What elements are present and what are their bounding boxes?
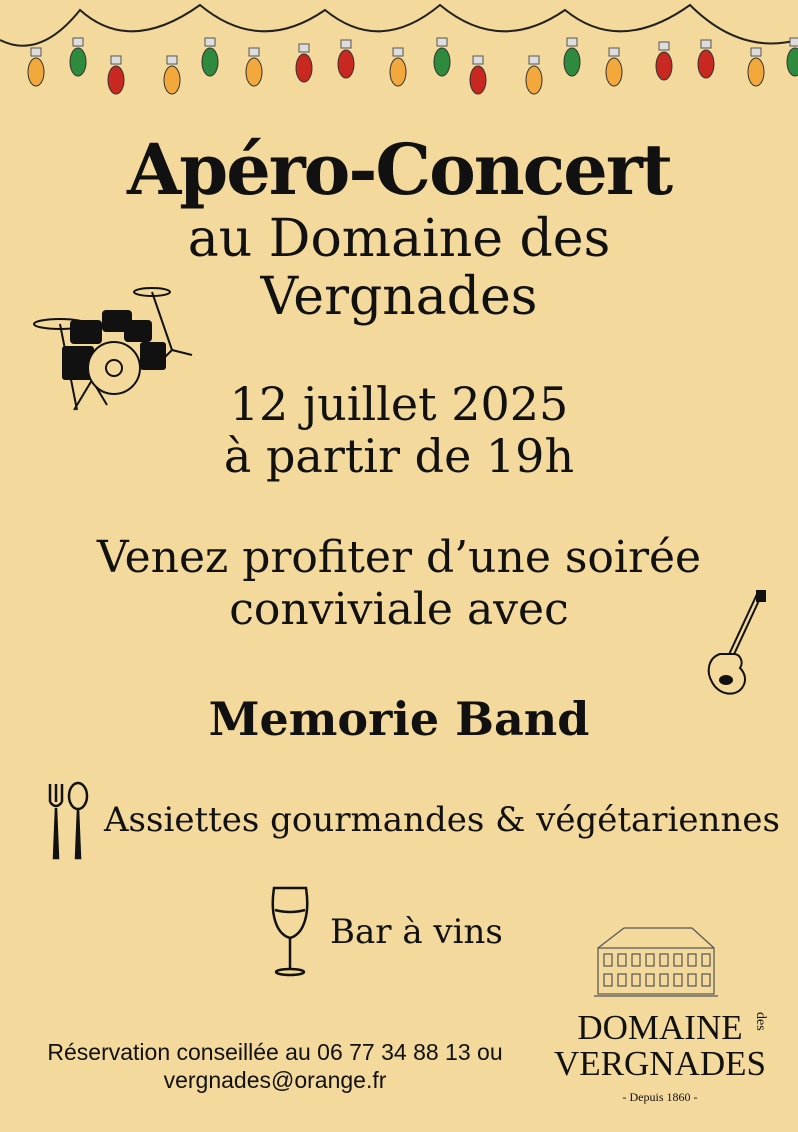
chateau-window xyxy=(604,974,612,986)
chateau-window xyxy=(688,974,696,986)
chateau-window xyxy=(674,954,682,966)
chateau-window xyxy=(618,974,626,986)
reservation-email: vergnades@orange.fr xyxy=(163,1067,387,1093)
wine-bar-offer: Bar à vins xyxy=(330,912,503,952)
chateau-window xyxy=(646,954,654,966)
chateau-window xyxy=(604,954,612,966)
light-bulb xyxy=(246,58,262,86)
chateau-window xyxy=(618,954,626,966)
chateau-window xyxy=(674,974,682,986)
invite-text xyxy=(0,532,798,636)
chateau-icon xyxy=(594,918,718,1000)
bulb-cap xyxy=(567,38,577,46)
band-name: Memorie Band xyxy=(208,692,590,746)
bulb-cap xyxy=(473,56,483,64)
bulb-cap xyxy=(31,48,41,56)
bulb-cap xyxy=(341,40,351,48)
event-date xyxy=(0,378,798,482)
logo-line-1: DOMAINE xyxy=(577,1008,743,1047)
light-bulb xyxy=(108,66,124,94)
domain-logo xyxy=(540,1010,780,1082)
reservation-info xyxy=(20,1038,530,1094)
light-bulb xyxy=(338,50,354,78)
bulb-cap xyxy=(73,38,83,46)
chateau-window xyxy=(632,974,640,986)
light-bulb xyxy=(526,66,542,94)
bulb-cap xyxy=(659,42,669,50)
light-bulb xyxy=(748,58,764,86)
light-bulb xyxy=(787,48,798,76)
page-title: Apéro-Concert xyxy=(126,128,672,211)
bulb-cap xyxy=(111,56,121,64)
invite-line-1: Venez profiter d’une soirée xyxy=(96,532,702,583)
logo-since: - Depuis 1860 - xyxy=(622,1090,698,1104)
chateau-window xyxy=(660,954,668,966)
reservation-line-1: Réservation conseillée au 06 77 34 88 13 ou xyxy=(47,1039,503,1065)
fork-spoon-icon xyxy=(44,780,92,862)
light-bulb xyxy=(656,52,672,80)
bulb-cap xyxy=(751,48,761,56)
bulb-cap xyxy=(529,56,539,64)
chateau-window xyxy=(660,974,668,986)
chateau-window xyxy=(632,954,640,966)
chateau-window xyxy=(702,974,710,986)
light-bulb xyxy=(564,48,580,76)
light-bulb xyxy=(698,50,714,78)
chateau-window xyxy=(646,974,654,986)
light-bulb xyxy=(390,58,406,86)
light-bulb xyxy=(434,48,450,76)
bulb-cap xyxy=(701,40,711,48)
light-bulb xyxy=(70,48,86,76)
food-offer: Assiettes gourmandes & végétariennes xyxy=(104,800,780,840)
string-lights-icon xyxy=(0,0,798,110)
light-bulb xyxy=(470,66,486,94)
light-bulb xyxy=(164,66,180,94)
date-line-2: à partir de 19h xyxy=(223,429,575,483)
chateau-window xyxy=(688,954,696,966)
light-bulb xyxy=(296,54,312,82)
logo-line-2: VERGNADES xyxy=(554,1044,766,1083)
light-bulb xyxy=(606,58,622,86)
subtitle-line-1: au Domaine des xyxy=(187,209,611,269)
bulb-cap xyxy=(609,48,619,56)
logo-des: des xyxy=(753,1012,768,1031)
chateau-window xyxy=(702,954,710,966)
guitar-icon xyxy=(700,588,772,703)
wine-glass-icon xyxy=(266,884,314,979)
subtitle-line-2: Vergnades xyxy=(260,267,538,327)
bulb-cap xyxy=(437,38,447,46)
bulb-cap xyxy=(167,56,177,64)
bulb-cap xyxy=(790,38,798,46)
bulb-cap xyxy=(205,38,215,46)
light-bulb xyxy=(202,48,218,76)
bulb-cap xyxy=(393,48,403,56)
bulb-cap xyxy=(299,44,309,52)
date-line-1: 12 juillet 2025 xyxy=(229,377,569,431)
light-bulb xyxy=(28,58,44,86)
bulb-cap xyxy=(249,48,259,56)
invite-line-2: conviviale avec xyxy=(229,584,569,635)
